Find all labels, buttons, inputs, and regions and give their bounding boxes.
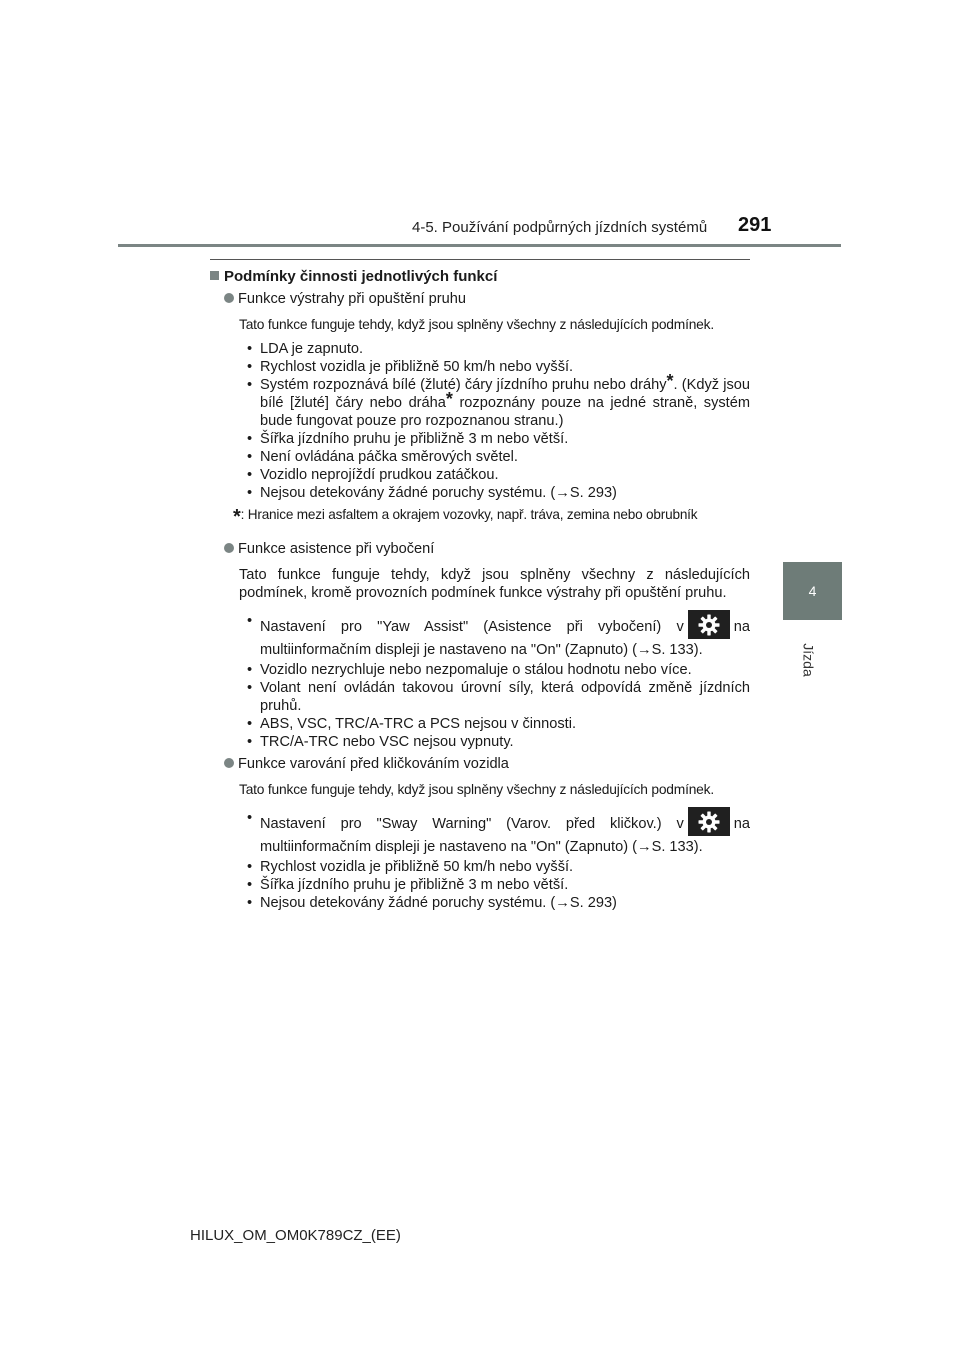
list-item: • Volant není ovládán takovou úrovní síly, která odpovídá změně jízdních pruhů. [210, 679, 750, 715]
list-item: • Vozidlo neprojíždí prudkou zatáčkou. [210, 466, 750, 484]
item-intro: Tato funkce funguje tehdy, když jsou splněny všechny z následujících podmínek. [239, 317, 714, 332]
section-header: 4-5. Používání podpůrných jízdních systémů [412, 219, 708, 236]
header-rule [118, 244, 841, 247]
circle-bullet-icon [224, 543, 234, 553]
page-number: 291 [738, 214, 772, 236]
item-title-yaw-assist: Funkce asistence při vybočení [224, 540, 750, 558]
list-item: • Vozidlo nezrychluje nebo nezpomaluje o stálou hodnotu nebo více. [210, 661, 750, 679]
section-heading: Podmínky činnosti jednotlivých funkcí [210, 268, 750, 286]
chapter-label [788, 630, 838, 680]
asterisk-icon: * [233, 506, 241, 528]
item-intro: Tato funkce funguje tehdy, když jsou splněny všechny z následujících podmínek, kromě provozních podmínek funkce výstrahy při opuštění pruhu. [239, 567, 750, 601]
square-bullet-icon [210, 271, 219, 280]
chapter-tab [783, 562, 842, 620]
footnote: *: Hranice mezi asfaltem a okrajem vozovky, např. tráva, zemina nebo obrubník [233, 506, 698, 528]
list-item: • Rychlost vozidla je přibližně 50 km/h nebo vyšší. [210, 358, 750, 376]
asterisk-icon: * [666, 371, 674, 391]
list-item: • Rychlost vozidla je přibližně 50 km/h nebo vyšší. [210, 858, 750, 876]
chapter-number: 4 [808, 583, 817, 599]
list-item: • LDA je zapnuto. [210, 340, 750, 358]
condition-list [210, 340, 750, 502]
section-top-rule [210, 259, 750, 260]
page-content [210, 259, 750, 916]
list-item: • Nejsou detekovány žádné poruchy systému. (→S. 293) [210, 484, 750, 502]
list-item: • ABS, VSC, TRC/A-TRC a PCS nejsou v činnosti. [210, 715, 750, 733]
circle-bullet-icon [224, 758, 234, 768]
list-item: • TRC/A-TRC nebo VSC nejsou vypnuty. [210, 733, 750, 751]
list-item: • Není ovládána páčka směrových světel. [210, 448, 750, 466]
item-title-lane-departure: Funkce výstrahy při opuštění pruhu [224, 290, 750, 308]
document-code: HILUX_OM_OM0K789CZ_(EE) [190, 1227, 401, 1244]
list-item: • Šířka jízdního pruhu je přibližně 3 m nebo větší. [210, 430, 750, 448]
item-intro: Tato funkce funguje tehdy, když jsou splněny všechny z následujících podmínek. [239, 782, 714, 797]
gear-icon [688, 610, 730, 639]
asterisk-icon: * [445, 389, 453, 409]
gear-icon [688, 807, 730, 836]
list-item: • Šířka jízdního pruhu je přibližně 3 m nebo větší. [210, 876, 750, 894]
condition-list [210, 610, 750, 751]
item-title-sway-warning: Funkce varování před kličkováním vozidla [224, 755, 750, 773]
chapter-label-text: Jízda [800, 643, 817, 677]
circle-bullet-icon [224, 293, 234, 303]
list-item: • Systém rozpoznává bílé (žluté) čáry jízdního pruhu nebo dráhy*. (Když jsou bílé [žluté] čáry nebo dráha* rozpoznány pouze na jedné straně, systém bude fungovat pouze pro rozpoznanou stranu.) [210, 376, 750, 430]
condition-list [210, 807, 750, 912]
list-item: • Nastavení pro "Sway Warning" (Varov. před kličkov.) v na multiinformačním displeji je nastaveno na "On" (Zapnuto) (→S. 133). [210, 807, 750, 858]
list-item: • Nejsou detekovány žádné poruchy systému. (→S. 293) [210, 894, 750, 912]
list-item: • Nastavení pro "Yaw Assist" (Asistence při vybočení) v na multiinformačním displeji je nastaveno na "On" (Zapnuto) (→S. 133). [210, 610, 750, 661]
